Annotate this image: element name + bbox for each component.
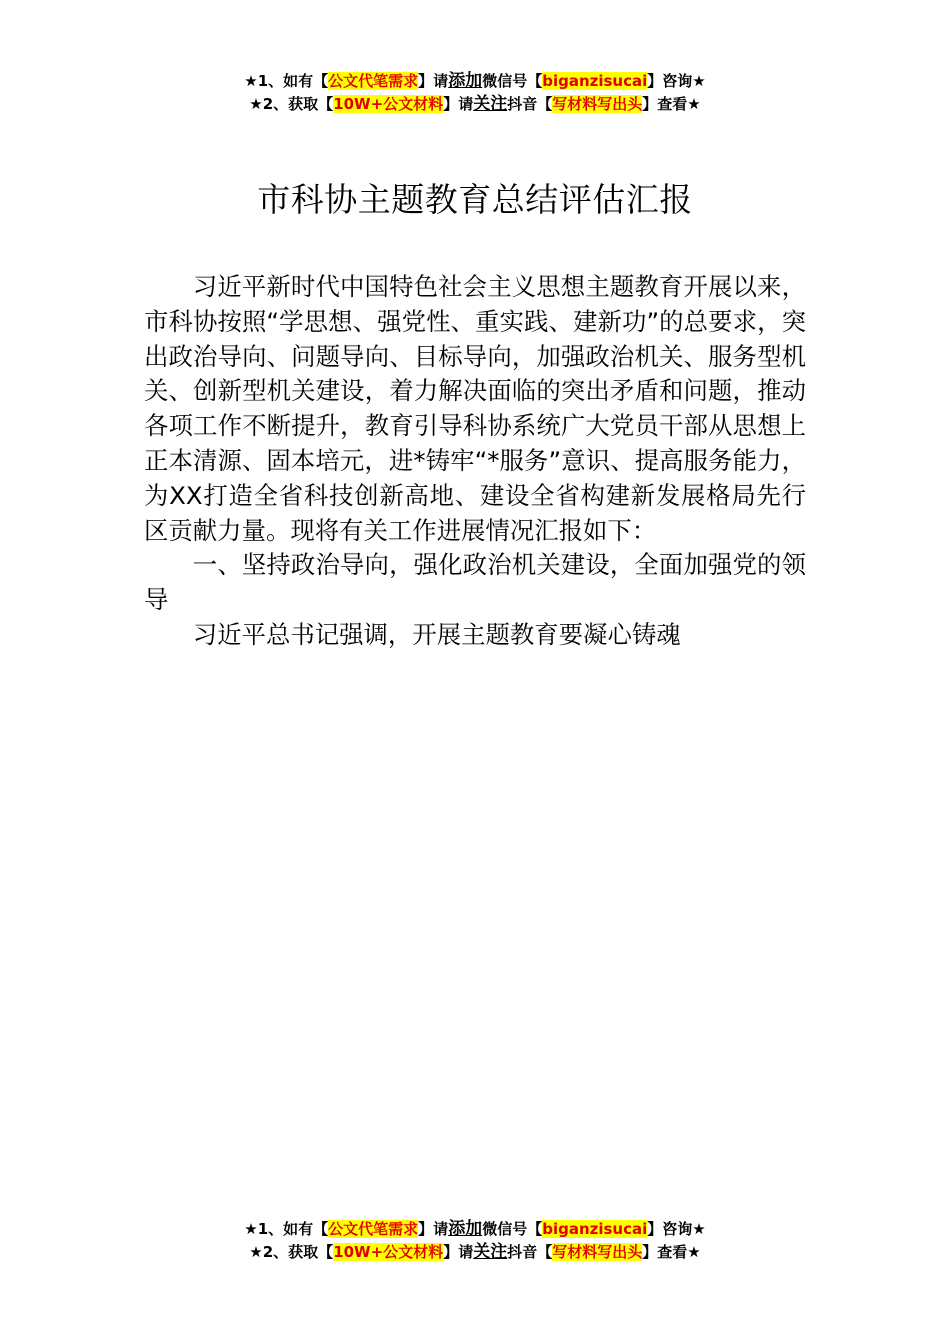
promo-line-1 <box>0 70 950 93</box>
promo-line-2-mid2: 抖音【 <box>507 1243 553 1261</box>
document-body <box>144 270 806 653</box>
promo-line-1-mid2: 微信号【 <box>482 1220 543 1238</box>
promo-line-1-mid2: 微信号【 <box>482 72 543 90</box>
promo-wechat-id: biganzisucai <box>542 1220 648 1238</box>
promo-line-2-prefix: ★2、获取【 <box>249 95 334 113</box>
promo-line-1-mid1: 】请 <box>418 1220 449 1238</box>
promo-line-2-suffix: 】查看★ <box>642 1243 701 1261</box>
promo-wechat-id: biganzisucai <box>542 72 648 90</box>
section-heading-1: 一、坚持政治导向，强化政治机关建设，全面加强党的领导 <box>144 550 806 615</box>
promo-follow-emphasis: 关注 <box>473 1242 508 1262</box>
document-title: 市科协主题教育总结评估汇报 <box>257 180 693 219</box>
promo-line-1-suffix: 】咨询★ <box>647 72 706 90</box>
promo-line-1-mid1: 】请 <box>418 72 449 90</box>
promo-materials-highlight: 10W+公文材料 <box>333 95 444 113</box>
promo-add-emphasis: 添加 <box>448 71 483 91</box>
promo-line-2-mid1: 】请 <box>443 1243 474 1261</box>
promo-line-2 <box>0 1241 950 1264</box>
promo-line-2-mid2: 抖音【 <box>507 95 553 113</box>
promo-line-1 <box>0 1218 950 1241</box>
promo-add-emphasis: 添加 <box>448 1219 483 1239</box>
promo-line-2-prefix: ★2、获取【 <box>249 1243 334 1261</box>
promo-line-1-prefix: ★1、如有【 <box>244 72 329 90</box>
promo-service-highlight: 公文代笔需求 <box>328 1220 419 1238</box>
promo-service-highlight: 公文代笔需求 <box>328 72 419 90</box>
promo-banner-bottom <box>0 1218 950 1264</box>
promo-line-2 <box>0 93 950 116</box>
promo-follow-emphasis: 关注 <box>473 94 508 114</box>
promo-douyin-id: 写材料写出头 <box>552 1243 643 1261</box>
promo-douyin-id: 写材料写出头 <box>552 95 643 113</box>
promo-line-2-mid1: 】请 <box>443 95 474 113</box>
body-paragraph: 习近平总书记强调，开展主题教育要凝心铸魂 <box>192 619 681 649</box>
promo-materials-highlight: 10W+公文材料 <box>333 1243 444 1261</box>
promo-line-1-prefix: ★1、如有【 <box>244 1220 329 1238</box>
body-paragraph-intro: 习近平新时代中国特色社会主义思想主题教育开展以来，市科协按照“学思想、强党性、重实践、建新功”的总要求，突出政治导向、问题导向、目标导向，加强政治机关、服务型机关、创新型机关建设，着力解决面临的突出矛盾和问题，推动各项工作不断提升，教育引导科协系统广大党员干部从思想上正本清源、固本培元，进*铸牢“*服务”意识、提高服务能力，为XX打造全省科技创新高地、建设全省构建新发展格局先行区贡献力量。现将有关工作进展情况汇报如下： <box>144 272 806 545</box>
promo-banner-top <box>0 70 950 116</box>
promo-line-2-suffix: 】查看★ <box>642 95 701 113</box>
promo-line-1-suffix: 】咨询★ <box>647 1220 706 1238</box>
